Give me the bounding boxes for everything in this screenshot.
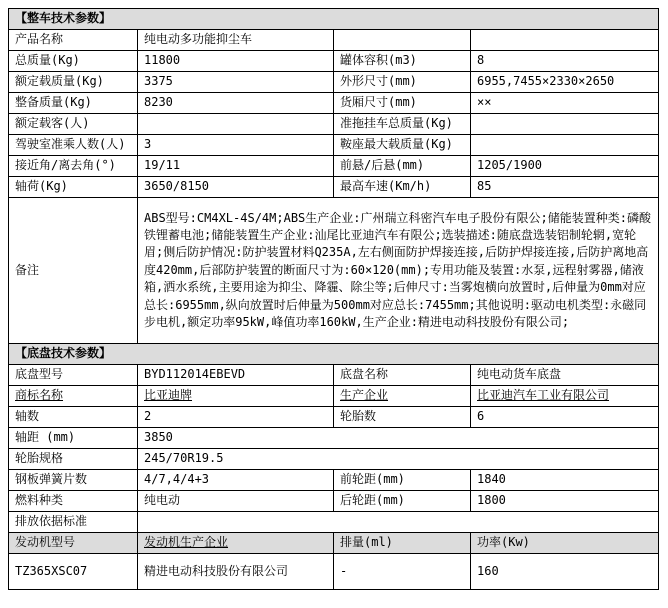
param-value: 160 xyxy=(471,554,659,590)
param-label: 底盘型号 xyxy=(9,365,138,386)
param-value: 19/11 xyxy=(138,156,334,177)
param-label: 额定载客(人) xyxy=(9,114,138,135)
section-header-row xyxy=(9,9,659,30)
table-row xyxy=(9,177,659,198)
param-label: 钢板弹簧片数 xyxy=(9,470,138,491)
param-label: 轴距 (mm) xyxy=(9,428,138,449)
param-label: 轮胎数 xyxy=(334,407,471,428)
table-row xyxy=(9,72,659,93)
param-label: 底盘名称 xyxy=(334,365,471,386)
param-label: 轴数 xyxy=(9,407,138,428)
param-value xyxy=(138,512,659,533)
param-value: 8 xyxy=(471,51,659,72)
param-value: 比亚迪牌 xyxy=(138,386,334,407)
param-label: 鞍座最大载质量(Kg) xyxy=(334,135,471,156)
param-label: 总质量(Kg) xyxy=(9,51,138,72)
param-label: 货厢尺寸(mm) xyxy=(334,93,471,114)
param-value: 3850 xyxy=(138,428,659,449)
param-label: 生产企业 xyxy=(334,386,471,407)
param-label: 前悬/后悬(mm) xyxy=(334,156,471,177)
column-header: 功率(Kw) xyxy=(471,533,659,554)
param-value: 1205/1900 xyxy=(471,156,659,177)
param-label: 商标名称 xyxy=(9,386,138,407)
param-label: 后轮距(mm) xyxy=(334,491,471,512)
table-row xyxy=(9,135,659,156)
table-row xyxy=(9,554,659,590)
param-label xyxy=(334,30,471,51)
param-label: 最高车速(Km/h) xyxy=(334,177,471,198)
param-value: 比亚迪汽车工业有限公司 xyxy=(471,386,659,407)
table-row xyxy=(9,365,659,386)
param-value: 纯电动 xyxy=(138,491,334,512)
param-value: 245/70R19.5 xyxy=(138,449,659,470)
table-row xyxy=(9,93,659,114)
param-value xyxy=(471,114,659,135)
table-row xyxy=(9,386,659,407)
table-row xyxy=(9,491,659,512)
spec-table-body xyxy=(9,9,659,590)
param-value xyxy=(471,135,659,156)
param-value xyxy=(138,114,334,135)
param-value: 8230 xyxy=(138,93,334,114)
param-label: 准拖挂车总质量(Kg) xyxy=(334,114,471,135)
param-value: 2 xyxy=(138,407,334,428)
table-row xyxy=(9,114,659,135)
param-value: 3 xyxy=(138,135,334,156)
table-row xyxy=(9,512,659,533)
param-label: 整备质量(Kg) xyxy=(9,93,138,114)
param-value: 1840 xyxy=(471,470,659,491)
param-value: 精进电动科技股份有限公司 xyxy=(138,554,334,590)
table-row xyxy=(9,198,659,344)
param-value: 3650/8150 xyxy=(138,177,334,198)
param-value: 4/7,4/4+3 xyxy=(138,470,334,491)
param-label: 轮胎规格 xyxy=(9,449,138,470)
spec-table xyxy=(8,8,659,590)
param-label: 驾驶室准乘人数(人) xyxy=(9,135,138,156)
param-value: 3375 xyxy=(138,72,334,93)
param-value: TZ365XSC07 xyxy=(9,554,138,590)
param-label: 排放依据标准 xyxy=(9,512,138,533)
remarks-text: ABS型号:CM4XL-4S/4M;ABS生产企业:广州瑞立科密汽车电子股份有限公;储能装置种类:磷酸铁锂蓄电池;储能装置生产企业:汕尾比亚迪汽车有限公;选装描述:随底盘选装铝制轮辋,宽轮眉;侧后防护情况:防护装置材料Q235A,左右侧面防护焊接连接,后防护焊接连接,后防护离地高度420mm,后部防护装置的断面尺寸为:60×120(mm);专用功能及装置:水泵,远程射雾器,储液箱,洒水系统,主要用途为抑尘、降霾、除尘等;后伸尺寸:当雾炮横向放置时,后伸量为0mm对应总长:6955mm,纵向放置时后伸量为500mm对应总长:7455mm;其他说明:驱动电机类型:永磁同步电机,额定功率95kW,峰值功率160kW,生产企业:精进电动科技股份有限公司; xyxy=(138,198,659,344)
table-row xyxy=(9,156,659,177)
param-label: 燃料种类 xyxy=(9,491,138,512)
param-label: 接近角/离去角(°) xyxy=(9,156,138,177)
param-value xyxy=(471,30,659,51)
param-value: 1800 xyxy=(471,491,659,512)
table-row xyxy=(9,407,659,428)
param-value: 纯电动多功能抑尘车 xyxy=(138,30,334,51)
param-value: - xyxy=(334,554,471,590)
section-header-row xyxy=(9,344,659,365)
column-header: 排量(ml) xyxy=(334,533,471,554)
table-row xyxy=(9,51,659,72)
table-row xyxy=(9,470,659,491)
table-row xyxy=(9,533,659,554)
param-label: 前轮距(mm) xyxy=(334,470,471,491)
section-title: 【整车技术参数】 xyxy=(9,9,659,30)
param-value: 6 xyxy=(471,407,659,428)
column-header: 发动机生产企业 xyxy=(138,533,334,554)
table-row xyxy=(9,449,659,470)
table-row xyxy=(9,428,659,449)
param-value: 6955,7455×2330×2650 xyxy=(471,72,659,93)
param-label: 备注 xyxy=(9,198,138,344)
param-label: 轴荷(Kg) xyxy=(9,177,138,198)
param-label: 产品名称 xyxy=(9,30,138,51)
param-label: 罐体容积(m3) xyxy=(334,51,471,72)
param-label: 额定载质量(Kg) xyxy=(9,72,138,93)
table-row xyxy=(9,30,659,51)
param-value: 11800 xyxy=(138,51,334,72)
column-header: 发动机型号 xyxy=(9,533,138,554)
param-label: 外形尺寸(mm) xyxy=(334,72,471,93)
section-title: 【底盘技术参数】 xyxy=(9,344,659,365)
param-value: 85 xyxy=(471,177,659,198)
spec-sheet xyxy=(8,8,658,590)
param-value: BYD112014EBEVD xyxy=(138,365,334,386)
param-value: ×× xyxy=(471,93,659,114)
param-value: 纯电动货车底盘 xyxy=(471,365,659,386)
